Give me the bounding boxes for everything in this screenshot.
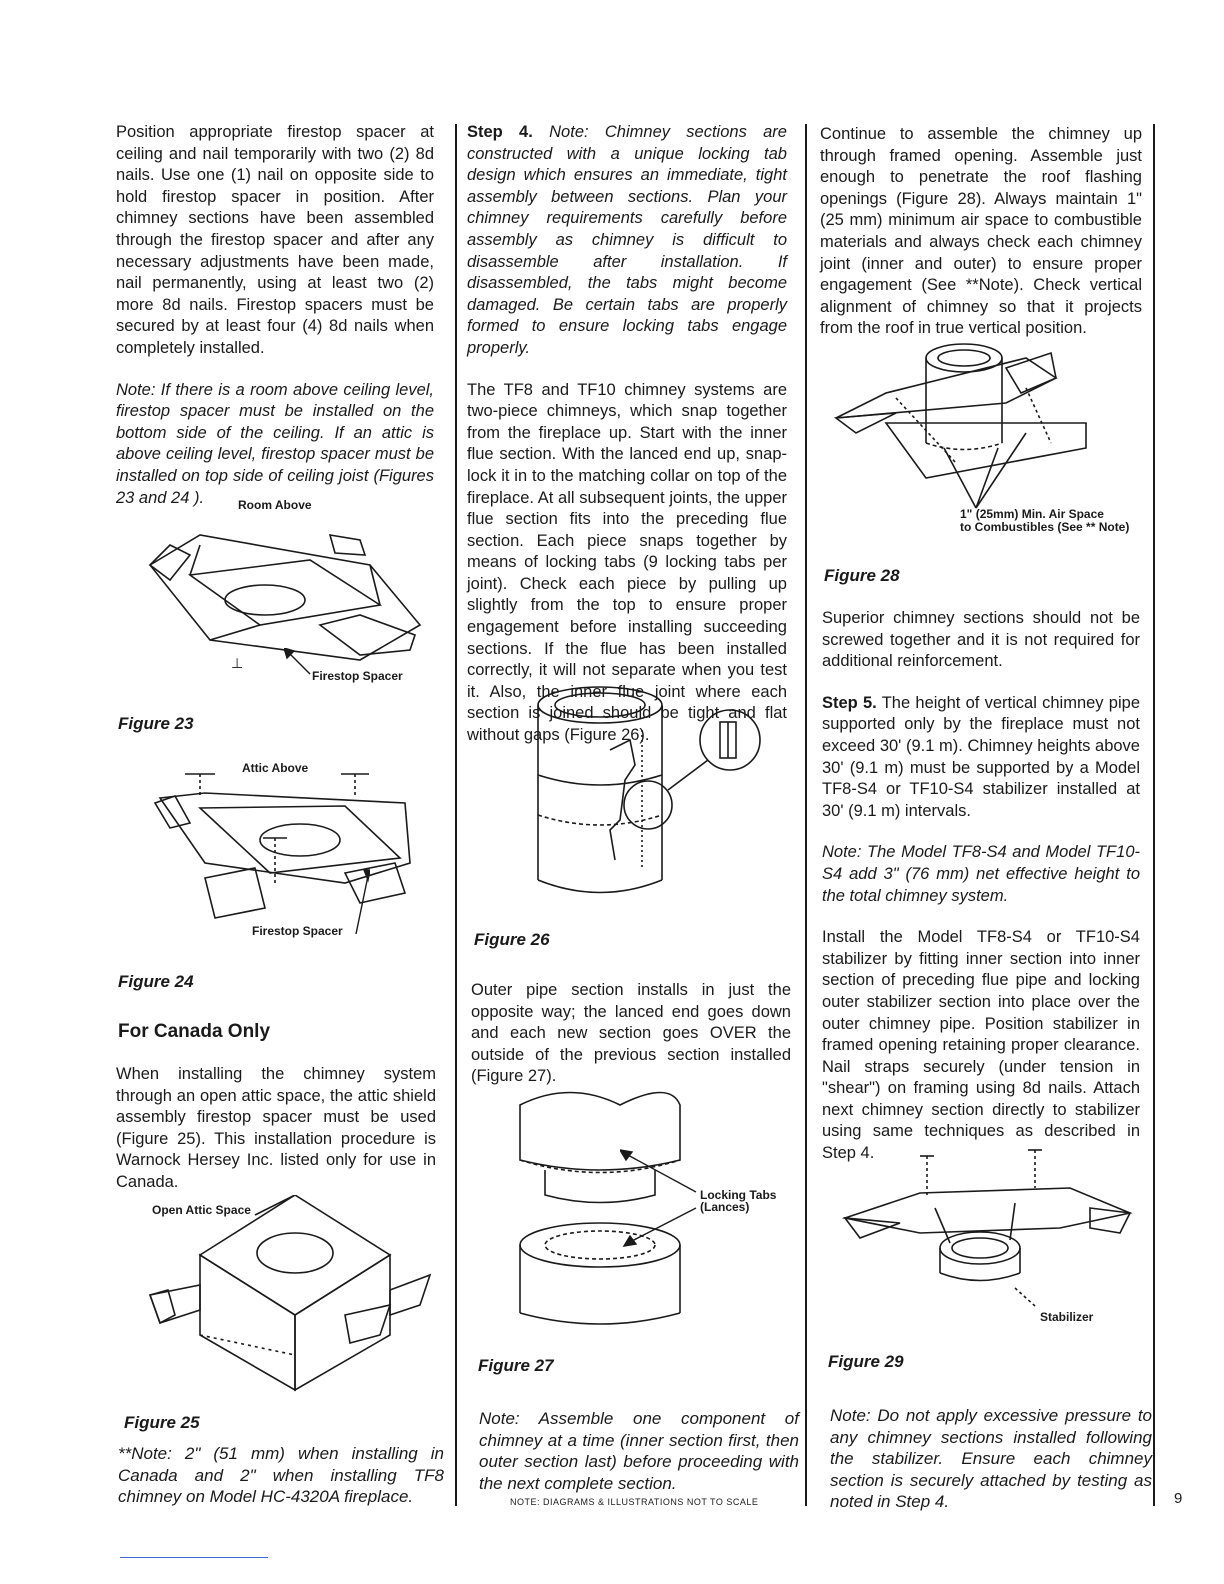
superior-sections-paragraph: Superior chimney sections should not be screwed together and it is not required for additional reinforcement. (822, 609, 1140, 671)
fig24-label-attic-above: Attic Above (242, 761, 309, 775)
fig27-leader-lines (620, 1148, 700, 1248)
column-rule-right (1153, 124, 1155, 1506)
tf-systems-paragraph: The TF8 and TF10 chimney systems are two-piece chimneys, which snap together from the fireplace up. Start with the inner flue section. With the lanced end up, snap-lock it in to the matching collar on top of the fireplace. At all subsequent joints, the upper flue section fits into the preceding flue section. Each piece snaps together by means of locking tabs (9 locking tabs per joint). Check each piece by pulling up slightly from the top to ensure proper engagement before installing succeeding sections. If the flue has been installed correctly, it will not separate when you test it. Also, the inner flue joint where each section is joined should be tight and flat without gaps (Figure 26). (467, 380, 787, 745)
note-model-stabilizer: Note: The Model TF8-S4 and Model TF10-S4 add 3" (76 mm) net effective height to the total chimney system. (822, 843, 1140, 905)
fig29-label-stabilizer: Stabilizer (1040, 1310, 1094, 1324)
fig23-tick-mark: ⊥ (231, 655, 244, 671)
step-4-label: Step 4. (467, 123, 533, 141)
step-5-text: The height of vertical chimney pipe supported only by the fireplace must not exceed 30' (9.1 m). Chimney heights above 30' (9.1 m) must be supported by a Model TF8-S4 or TF10-S4 stabilizer installed at 30' (9.1 m) intervals. (822, 693, 1140, 820)
install-stabilizer-paragraph: Install the Model TF8-S4 or TF10-S4 stabilizer by fitting inner section into inner section of preceding flue pipe and locking outer stabilizer section into place over the outer chimney pipe. Position stabilizer in framed opening retaining proper clearance. Nail straps securely (under tension in "shear") on framing using 8d nails. Attach next chimney section directly to stabilizer using same techniques as described in Step 4. (822, 928, 1140, 1163)
column-3 (820, 124, 1142, 340)
figure-24-drawing (145, 768, 425, 928)
column-1 (116, 122, 434, 509)
fig23-leader-arrow (284, 648, 314, 678)
fig23-label-firestop-spacer: Firestop Spacer (312, 669, 403, 683)
fig24-label-firestop-spacer: Firestop Spacer (252, 924, 343, 938)
note-room-above: Note: If there is a room above ceiling level, firestop spacer must be installed on the bottom side of the ceiling. If an attic is above ceiling level, firestop spacer must be installed on top side of ceiling joist (Figures 23 and 24 ). (116, 380, 434, 507)
step-5-label: Step 5. (822, 693, 877, 712)
step-5-paragraph (822, 693, 1140, 823)
note-canada: **Note: 2" (51 mm) when installing in Canada and 2" when installing TF8 chimney on Model HC-4320A fireplace. (118, 1444, 444, 1507)
figure-24-caption: Figure 24 (118, 972, 194, 991)
canada-only-heading: For Canada Only (118, 1021, 271, 1042)
col3-lower-text (822, 608, 1140, 1165)
outer-pipe-paragraph: Outer pipe section installs in just the opposite way; the lanced end goes down and each new section goes OVER the outside of the previous section installed (Figure 27). (471, 981, 791, 1086)
figure-23-caption: Figure 23 (118, 714, 194, 733)
figure-27-caption: Figure 27 (478, 1356, 554, 1375)
figure-29-caption: Figure 29 (828, 1352, 904, 1371)
continue-assemble-paragraph: Continue to assemble the chimney up through framed opening. Assemble just enough to penetrate the roof flashing openings (Figure 28). Always maintain 1" (25 mm) minimum air space to combustible materials and always check each chimney joint (inner and outer) to ensure proper engagement (See **Note). Check vertical alignment of chimney so that it projects from the roof in true vertical position. (820, 125, 1142, 338)
page-number: 9 (1174, 1490, 1183, 1507)
figure-26-drawing (530, 680, 770, 910)
note-assemble-one-component: Note: Assemble one component of chimney at a time (inner section first, then outer section last) before proceeding with the next complete section. (479, 1409, 799, 1493)
note-excessive-pressure: Note: Do not apply excessive pressure to any chimney sections installed following the stabilizer. Ensure each chimney section is securely attached by testing as noted in Step 4. (830, 1406, 1152, 1512)
figure-29-drawing (840, 1148, 1140, 1308)
figure-28-caption: Figure 28 (824, 566, 900, 585)
column-rule-left (455, 124, 457, 1506)
figure-26-caption: Figure 26 (474, 930, 550, 949)
diagrams-not-to-scale-note: NOTE: DIAGRAMS & ILLUSTRATIONS NOT TO SCALE (510, 1497, 759, 1507)
fig23-label-room-above: Room Above (238, 498, 312, 512)
figure-28-drawing (826, 338, 1106, 518)
column-rule-middle (805, 124, 807, 1506)
fig24-leader-line (340, 868, 370, 938)
fig28-label-combustibles: to Combustibles (See ** Note) (960, 520, 1130, 534)
fig27-label-locking-tabs: Locking Tabs (700, 1188, 777, 1202)
bottom-edge-line (120, 1557, 268, 1558)
figure-25-drawing (140, 1195, 440, 1395)
figure-23-drawing (130, 525, 430, 675)
column-2 (467, 122, 787, 747)
firestop-paragraph: Position appropriate firestop spacer at ceiling and nail temporarily with two (2) 8d nails. Use one (1) nail on opposite side to hold firestop spacer in position. After chimney sections have been assembled through the firestop spacer and after any necessary adjustments have been made, nail permanently, using at least two (2) more 8d nails. Firestop spacers must be secured by at least four (4) 8d nails when completely installed. (116, 123, 434, 357)
fig25-label-open-attic: Open Attic Space (152, 1203, 251, 1217)
figure-25-caption: Figure 25 (124, 1413, 200, 1432)
fig27-label-lances: (Lances) (700, 1200, 750, 1214)
canada-paragraph: When installing the chimney system through an open attic space, the attic shield assembly firestop spacer must be used (Figure 25). This installation procedure is Warnock Hersey Inc. listed only for use in Canada. (116, 1065, 436, 1191)
fig28-label-air-space: 1" (25mm) Min. Air Space (960, 507, 1104, 521)
step-4-note: Note: Chimney sections are constructed with a unique locking tab design which ensures an immediate, tight assembly between sections. Plan your chimney requirements carefully before assembly as chimney is difficult to disassemble after installation. If disassembled, the tabs might become damaged. Be certain tabs are properly formed to ensure locking tabs engage properly. (467, 123, 787, 357)
